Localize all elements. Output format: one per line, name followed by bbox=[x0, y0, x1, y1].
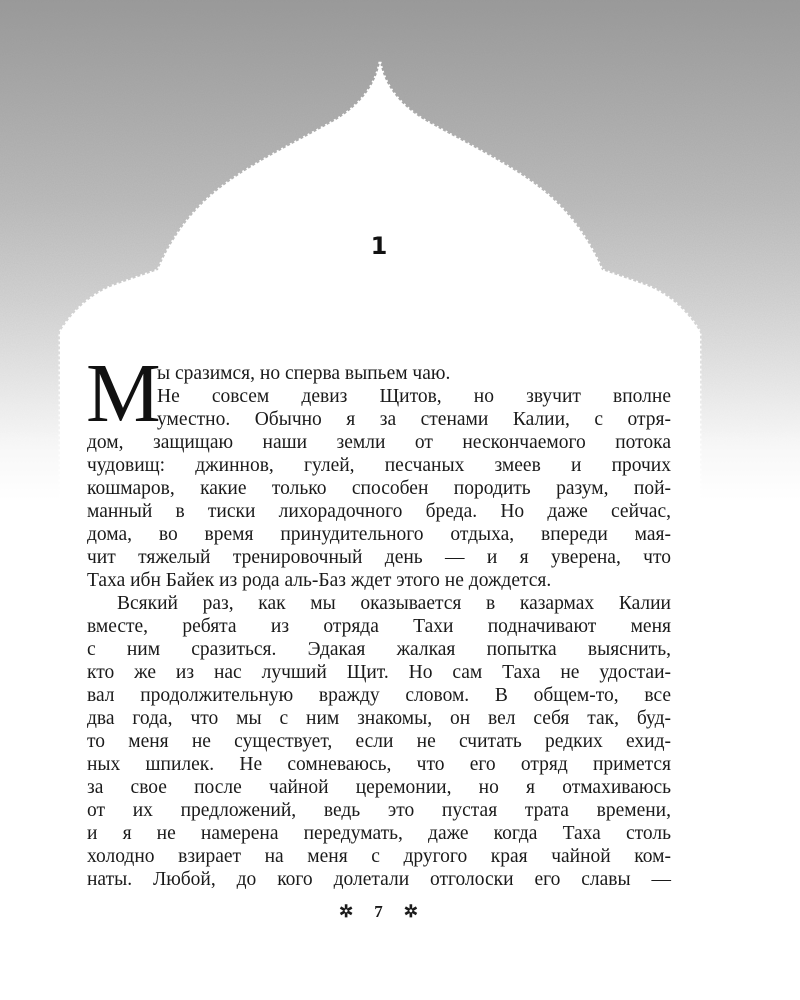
text-line: кошмаров, какие только способен породить разум, пой- bbox=[87, 478, 671, 499]
text-line: и я не намерена передумать, даже когда Таха столь bbox=[87, 823, 671, 844]
text-line: дом, защищаю наши земли от нескончаемого потока bbox=[87, 432, 671, 453]
text-line: манный в тиски лихорадочного бреда. Но даже сейчас, bbox=[87, 501, 671, 522]
text-line: то меня не существует, если не считать редких ехид- bbox=[87, 731, 671, 752]
text-line: от их предложений, ведь это пустая трата времени, bbox=[87, 800, 671, 821]
text-line: дома, во время принудительного отдыха, впереди мая- bbox=[87, 524, 671, 545]
text-line: холодно взирает на меня с другого края чайной ком- bbox=[87, 846, 671, 867]
text-line: с ним сразиться. Эдакая жалкая попытка выяснить, bbox=[87, 639, 671, 660]
text-line: вал продолжительную вражду словом. В общем-то, все bbox=[87, 685, 671, 706]
text-line: за свое после чайной церемонии, но я отмахиваюсь bbox=[87, 777, 671, 798]
text-line: кто же из нас лучший Щит. Но сам Таха не удостаи- bbox=[87, 662, 671, 683]
text-line: чит тяжелый тренировочный день — и я уверена, что bbox=[87, 547, 671, 568]
text-line: Всякий раз, как мы оказывается в казармах Калии bbox=[117, 593, 671, 614]
text-line: Не совсем девиз Щитов, но звучит вполне bbox=[157, 386, 671, 407]
star-ornament-icon: ✲ bbox=[339, 902, 355, 921]
text-line: два года, что мы с ним знакомы, он вел себя так, буд- bbox=[87, 708, 671, 729]
text-line: ных шпилек. Не сомневаюсь, что его отряд примется bbox=[87, 754, 671, 775]
text-line: ы сразимся, но сперва выпьем чаю. bbox=[157, 363, 451, 384]
drop-cap: М bbox=[86, 347, 161, 440]
page-footer bbox=[0, 902, 758, 922]
text-line: чудовищ: джиннов, гулей, песчаных змеев и прочих bbox=[87, 455, 671, 476]
text-line: уместно. Обычно я за стенами Калии, с отря- bbox=[157, 409, 671, 430]
chapter-number: 1 bbox=[370, 232, 388, 260]
text-line: вместе, ребята из отряда Тахи подначивают меня bbox=[87, 616, 671, 637]
text-line: Таха ибн Байек из рода аль-Баз ждет этого не дождется. bbox=[87, 570, 552, 591]
text-line: наты. Любой, до кого долетали отголоски его славы — bbox=[87, 869, 671, 890]
page-number: 7 bbox=[374, 902, 384, 921]
star-ornament-icon: ✲ bbox=[403, 902, 419, 921]
